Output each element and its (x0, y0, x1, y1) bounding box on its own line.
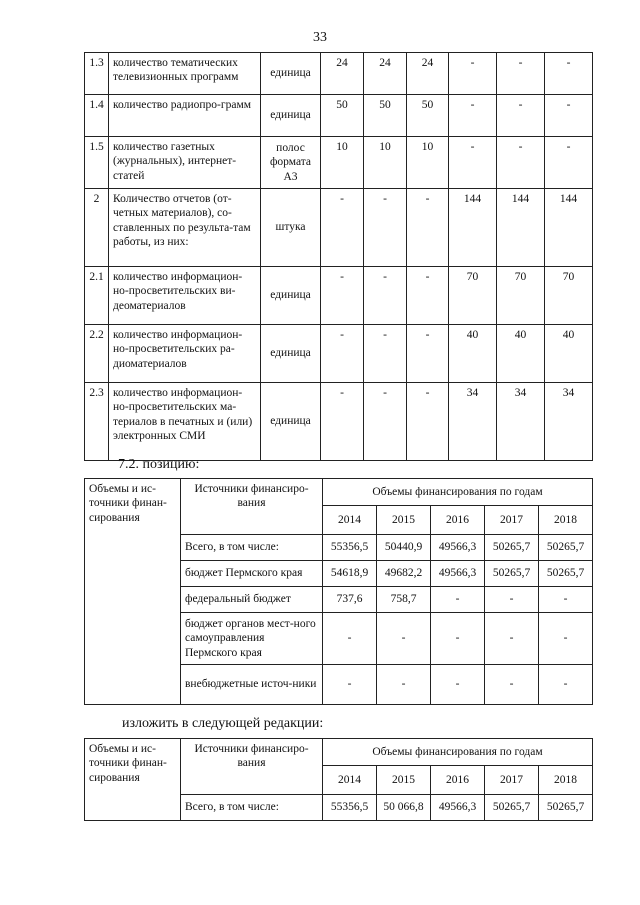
page-number: 33 (313, 30, 327, 45)
amount-cell: 50265,7 (539, 561, 593, 587)
year-header: 2015 (377, 506, 431, 535)
row-number: 1.5 (85, 137, 109, 189)
indicator-name: Количество отчетов (от-четных материалов), со-ставленных по результа-там работы, из них: (109, 189, 261, 267)
row-number: 2.1 (85, 267, 109, 325)
amount-cell: 49566,3 (431, 535, 485, 561)
value-cell: - (545, 137, 593, 189)
amount-cell: 758,7 (377, 587, 431, 613)
revision-paragraph: изложить в следующей редакции: (122, 716, 324, 731)
year-header: 2014 (323, 766, 377, 795)
amount-cell: 50265,7 (539, 795, 593, 821)
amount-cell: 50265,7 (485, 561, 539, 587)
value-cell: - (497, 53, 545, 95)
value-cell: 144 (545, 189, 593, 267)
table-row (85, 383, 593, 461)
amount-cell: 49566,3 (431, 795, 485, 821)
value-cell: 50 (407, 95, 449, 137)
value-cell: - (321, 325, 364, 383)
value-cell: 34 (449, 383, 497, 461)
value-cell: - (321, 267, 364, 325)
value-cell: - (407, 383, 449, 461)
value-cell: 144 (497, 189, 545, 267)
source-label: Всего, в том числе: (181, 535, 323, 561)
row-number: 2 (85, 189, 109, 267)
value-cell: - (449, 53, 497, 95)
value-cell: 24 (321, 53, 364, 95)
source-label: федеральный бюджет (181, 587, 323, 613)
value-cell: - (407, 325, 449, 383)
value-cell: - (321, 383, 364, 461)
amount-cell: 50265,7 (539, 535, 593, 561)
value-cell: 70 (545, 267, 593, 325)
value-cell: - (497, 137, 545, 189)
amount-cell: 54618,9 (323, 561, 377, 587)
indicator-name: количество газетных (журнальных), интернет-статей (109, 137, 261, 189)
table-row (85, 325, 593, 383)
indicator-name: количество тематических телевизионных программ (109, 53, 261, 95)
year-header: 2018 (539, 766, 593, 795)
value-cell: 34 (545, 383, 593, 461)
amount-cell: - (539, 665, 593, 705)
value-cell: - (449, 95, 497, 137)
sources-header: Источники финансиро-вания (181, 739, 323, 795)
value-cell: 70 (497, 267, 545, 325)
value-cell: 10 (364, 137, 407, 189)
position-paragraph: 7.2. позицию: (118, 457, 200, 472)
amount-cell: 50265,7 (485, 795, 539, 821)
amount-cell: 49566,3 (431, 561, 485, 587)
value-cell: 10 (407, 137, 449, 189)
amount-cell: 55356,5 (323, 795, 377, 821)
amount-cell: 50440,9 (377, 535, 431, 561)
value-cell: 10 (321, 137, 364, 189)
year-header: 2017 (485, 506, 539, 535)
value-cell: - (407, 267, 449, 325)
value-cell: 24 (407, 53, 449, 95)
value-cell: 40 (449, 325, 497, 383)
unit-cell: единица (261, 325, 321, 383)
amount-cell: - (431, 587, 485, 613)
source-label: Всего, в том числе: (181, 795, 323, 821)
financing-left-header: Объемы и ис-точники финан-сирования (85, 479, 181, 705)
value-cell: - (364, 325, 407, 383)
unit-cell: штука (261, 189, 321, 267)
value-cell: - (364, 267, 407, 325)
value-cell: - (364, 383, 407, 461)
source-label: бюджет органов мест-ного самоуправления Пермского края (181, 613, 323, 665)
value-cell: 70 (449, 267, 497, 325)
unit-cell: единица (261, 95, 321, 137)
amount-cell: 55356,5 (323, 535, 377, 561)
unit-cell: единица (261, 383, 321, 461)
sources-header: Источники финансиро-вания (181, 479, 323, 535)
unit-cell: единица (261, 53, 321, 95)
value-cell: - (545, 95, 593, 137)
value-cell: 40 (497, 325, 545, 383)
amount-cell: - (485, 665, 539, 705)
amount-cell: 49682,2 (377, 561, 431, 587)
unit-cell: полос формата А3 (261, 137, 321, 189)
row-number: 1.3 (85, 53, 109, 95)
amount-cell: - (431, 613, 485, 665)
indicator-name: количество радиопро-грамм (109, 95, 261, 137)
year-header: 2014 (323, 506, 377, 535)
value-cell: - (449, 137, 497, 189)
years-header: Объемы финансирования по годам (323, 479, 593, 506)
value-cell: - (364, 189, 407, 267)
value-cell: 144 (449, 189, 497, 267)
year-header: 2016 (431, 766, 485, 795)
year-header: 2016 (431, 506, 485, 535)
amount-cell: - (485, 613, 539, 665)
value-cell: - (321, 189, 364, 267)
amount-cell: - (539, 613, 593, 665)
source-label: внебюджетные источ-ники (181, 665, 323, 705)
value-cell: 24 (364, 53, 407, 95)
amount-cell: 737,6 (323, 587, 377, 613)
amount-cell: - (431, 665, 485, 705)
value-cell: 34 (497, 383, 545, 461)
table-row (85, 137, 593, 189)
table-row (85, 267, 593, 325)
amount-cell: - (323, 613, 377, 665)
row-number: 2.2 (85, 325, 109, 383)
row-number: 2.3 (85, 383, 109, 461)
year-header: 2018 (539, 506, 593, 535)
amount-cell: - (539, 587, 593, 613)
amount-cell: - (323, 665, 377, 705)
source-label: бюджет Пермского края (181, 561, 323, 587)
value-cell: 50 (364, 95, 407, 137)
indicator-name: количество информацион-но-просветительских ра-диоматериалов (109, 325, 261, 383)
unit-cell: единица (261, 267, 321, 325)
value-cell: 40 (545, 325, 593, 383)
financing-left-header: Объемы и ис-точники финан-сирования (85, 739, 181, 821)
value-cell: - (407, 189, 449, 267)
financing-table-old (84, 478, 593, 705)
row-number: 1.4 (85, 95, 109, 137)
financing-table-new (84, 738, 593, 821)
amount-cell: - (377, 613, 431, 665)
indicator-name: количество информацион-но-просветительских ви-деоматериалов (109, 267, 261, 325)
value-cell: - (545, 53, 593, 95)
year-header: 2017 (485, 766, 539, 795)
year-header: 2015 (377, 766, 431, 795)
indicators-table (84, 52, 593, 461)
indicator-name: количество информацион-но-просветительских ма-териалов в печатных и (или) электронных СМИ (109, 383, 261, 461)
amount-cell: - (377, 665, 431, 705)
table-row (85, 95, 593, 137)
amount-cell: 50265,7 (485, 535, 539, 561)
value-cell: - (497, 95, 545, 137)
value-cell: 50 (321, 95, 364, 137)
amount-cell: 50 066,8 (377, 795, 431, 821)
years-header: Объемы финансирования по годам (323, 739, 593, 766)
table-row (85, 189, 593, 267)
table-row (85, 53, 593, 95)
amount-cell: - (485, 587, 539, 613)
